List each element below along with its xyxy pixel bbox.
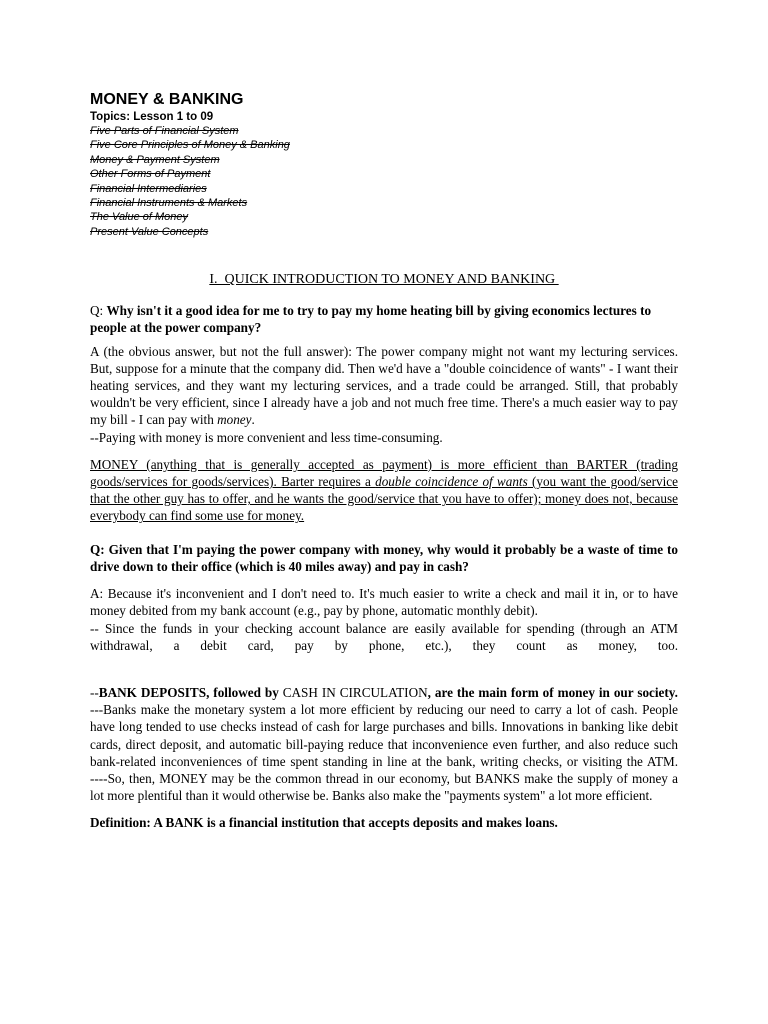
answer-2: A: Because it's inconvenient and I don't need to. It's much easier to write a check and mail it in, or to have money debited from my bank account (e.g., pay by phone, automatic monthly debit). bbox=[90, 586, 678, 619]
answer-1-note: --Paying with money is more convenient and less time-consuming. bbox=[90, 429, 443, 445]
bank-lead-normal: CASH IN CIRCULATION bbox=[282, 684, 428, 700]
topics-label: Topics: Lesson 1 to 09 bbox=[90, 111, 214, 123]
topic-item: Other Forms of Payment bbox=[90, 168, 211, 181]
topic-item: Financial Intermediaries bbox=[90, 182, 207, 195]
document-title: MONEY & BANKING bbox=[90, 91, 244, 108]
topic-item: The Value of Money bbox=[90, 211, 189, 224]
topic-item: Money & Payment System bbox=[90, 153, 220, 166]
barter-text-start: MONEY (anything that is generally accepted as payment) is more efficient than BARTER (trading goods/services for goods/services). Barter requires a bbox=[90, 456, 678, 490]
bank-deposits-lead bbox=[90, 684, 678, 701]
barter-text-end: (you want the good/service that the other guy has to offer, and he wants the good/service that you have to offer); money does not, because everybody can find some use for money. bbox=[90, 474, 678, 524]
question-1-text: Why isn't it a good idea for me to try to pay my home heating bill by giving economics lectures to people at the power company? bbox=[90, 303, 652, 336]
barter-italic: double coincidence of wants bbox=[375, 474, 528, 490]
answer-1-text: A (the obvious answer, but not the full answer): The power company might not want my lecturing services. But, suppose for a minute that the company did. Then we'd have a "double coincidence of wants" - I want their heating services, and they want my lecturing services, and a trade could be arranged. Still, that probably wouldn't be very efficient, since I already have a job and not much free time. There's a much easier way to pay my bill - I can pay with bbox=[90, 343, 678, 428]
section-heading: I. QUICK INTRODUCTION TO MONEY AND BANKING bbox=[209, 272, 559, 288]
bank-paragraph-1: ---Banks make the monetary system a lot more efficient by reducing our need to carry a lot of cash. People have long tended to use checks instead of cash for large purchases and bills. Innovations in banking like debit cards, direct deposit, and automatic bill-paying reduce that inconvenience even further, and also reduce such bank-related inconveniences of time spent standing in line at the bank, writing checks, or visiting the ATM. bbox=[90, 702, 678, 769]
topics-list bbox=[90, 124, 678, 239]
topic-item: Financial Instruments & Markets bbox=[90, 197, 248, 210]
answer-2-note: -- Since the funds in your checking account balance are easily available for spending (through an ATM withdrawal, a debit card, pay by phone, etc.), they count as money, too. bbox=[90, 620, 678, 653]
answer-1 bbox=[90, 343, 678, 429]
topic-item: Present Value Concepts bbox=[90, 225, 209, 238]
bank-lead-bold-2: , are the main form of money in our society. bbox=[427, 684, 678, 700]
bank-definition-text: Definition: A BANK is a financial institution that accepts deposits and makes loans. bbox=[90, 815, 558, 831]
bank-paragraph-2: ----So, then, MONEY may be the common thread in our economy, but BANKS make the supply of money a lot more plentiful than it would otherwise be. Banks also make the "payments system" a lot more efficient. bbox=[90, 770, 678, 804]
answer-1-end: . bbox=[251, 412, 255, 428]
question-2-text: Q: Given that I'm paying the power company with money, why would it probably be a waste of time to drive down to their office (which is 40 miles away) and pay in cash? bbox=[90, 541, 678, 574]
bank-definition bbox=[90, 814, 678, 831]
document-page bbox=[90, 90, 678, 832]
barter-paragraph bbox=[90, 456, 678, 525]
answer-1-money: money bbox=[217, 412, 252, 428]
topic-item: Five Core Principles of Money & Banking bbox=[90, 139, 290, 152]
bank-lead-bold-1: BANK DEPOSITS, followed by bbox=[98, 684, 283, 700]
question-1 bbox=[90, 302, 678, 336]
topic-item: Five Parts of Financial System bbox=[90, 125, 239, 137]
question-prefix: Q: bbox=[90, 303, 107, 319]
bank-dash: -- bbox=[90, 684, 99, 700]
question-2 bbox=[90, 541, 678, 575]
